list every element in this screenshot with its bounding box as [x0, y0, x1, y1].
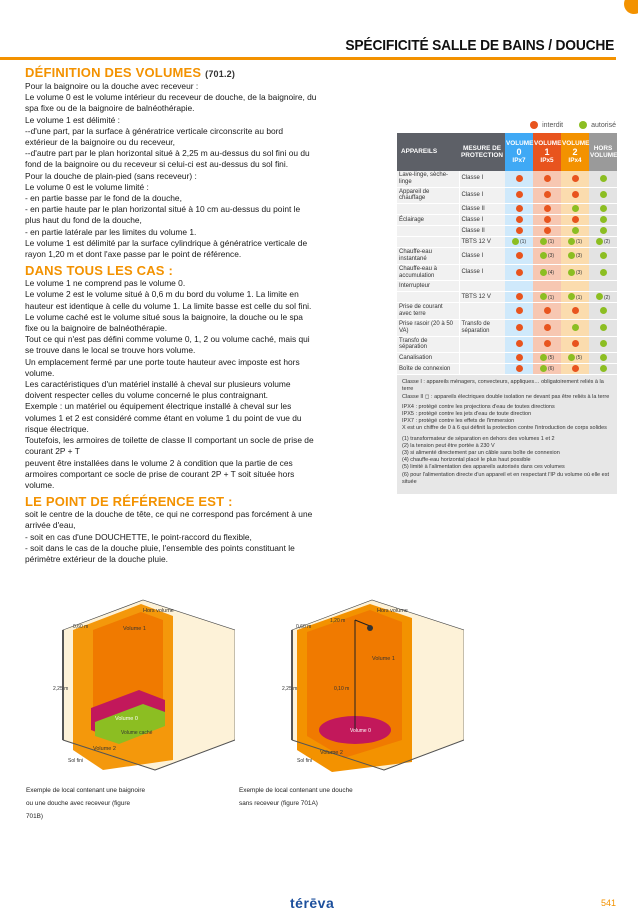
allowed-dot-icon	[600, 216, 607, 223]
cell-appareil: Appareil de chauffage	[397, 187, 459, 204]
cell-v0	[505, 292, 533, 303]
volumes-table-grid	[397, 133, 617, 375]
cell-hv	[589, 215, 617, 226]
cell-v2	[561, 364, 589, 375]
cell-v2	[561, 187, 589, 204]
fig1-label-height: 2,25 m	[53, 686, 69, 692]
fig1-label-hors-volume: Hors volume	[143, 608, 174, 614]
corner-tab	[624, 0, 638, 14]
cell-mesure: Classe I	[459, 187, 505, 204]
cell-hv	[589, 187, 617, 204]
cell-v0	[505, 264, 533, 281]
cell-v0	[505, 215, 533, 226]
cell-v0	[505, 303, 533, 320]
cell-appareil	[397, 226, 459, 237]
cell-footnote: (6)	[547, 366, 555, 373]
cell-footnote: (5)	[575, 355, 583, 362]
definition-title: DÉFINITION DES VOLUMES	[25, 65, 202, 80]
cell-appareil: Lave-linge, sèche-linge	[397, 171, 459, 187]
allowed-dot-icon	[600, 340, 607, 347]
cell-appareil: Interrupteur	[397, 281, 459, 292]
forbidden-dot-icon	[516, 227, 523, 234]
header-volume-0: VOLUME 0 IPx7	[505, 133, 533, 171]
legend-interdit: interdit	[542, 121, 564, 129]
tous-cas-text: Le volume 1 ne comprend pas le volume 0. Le volume 2 est le volume situé à 0,6 m du bord du volume 1. La limite en hauteur est identique à celle du volume 1. La limite basse est celle du sol fini. Le volume caché est le volume situé sous la baignoire, la douche ou le spa fixe ou la baignoire de balnéothérapie. Tout ce qui n'est pas défini comme volume 0, 1, 2 ou volume caché, mais qui se trouve dans le local se trouve hors volume. Un emplacement fermé par une porte toute hauteur avec imposte est hors volume. Les caractéristiques d'un matériel installé à cheval sur plusieurs volume doivent respecter celles du volume concerné le plus contraignant. Exemple : un matériel ou équipement électrique installé à cheval sur les volumes 1 et 2 est considéré comme étant en volume 1 du point de vue du risque électrique. Toutefois, les armoires de toilette de classe II comportant un socle de prise de courant 2P + T peuvent être installées dans le volume 2 à condition que la partie de ces armoires comportant ce socle de prise de courant 2P + T soit située hors volume.	[25, 278, 314, 490]
table-row	[397, 319, 617, 336]
table-body	[397, 171, 617, 375]
fig2-label-height: 2,25 m	[282, 686, 298, 692]
cell-hv	[589, 292, 617, 303]
cell-footnote: (3)	[547, 253, 555, 260]
cell-mesure: Classe II	[459, 204, 505, 215]
forbidden-dot-icon	[530, 121, 538, 129]
brand-logo: térēva	[290, 895, 335, 911]
cell-v1	[533, 353, 561, 364]
fig1-label-v0: Volume 0	[115, 716, 138, 722]
cell-appareil: Chauffe-eau instantané	[397, 248, 459, 265]
forbidden-dot-icon	[572, 191, 579, 198]
allowed-dot-icon	[600, 205, 607, 212]
cell-v2	[561, 319, 589, 336]
cell-hv	[589, 237, 617, 248]
fig1-label-v1: Volume 1	[123, 626, 146, 632]
allowed-dot-icon	[540, 269, 547, 276]
cell-footnote: (3)	[575, 253, 583, 260]
table-notes	[397, 375, 617, 494]
cell-mesure: Classe I	[459, 264, 505, 281]
forbidden-dot-icon	[544, 191, 551, 198]
note-ipx4: IPX4 : protégé contre les projections d'eau de toutes directions	[402, 403, 555, 410]
forbidden-dot-icon	[544, 324, 551, 331]
cell-appareil: Éclairage	[397, 215, 459, 226]
cell-mesure: Classe I	[459, 248, 505, 265]
cell-footnote: (3)	[575, 269, 583, 276]
cell-mesure: Classe II	[459, 226, 505, 237]
cell-mesure	[459, 364, 505, 375]
cell-v0	[505, 187, 533, 204]
allowed-dot-icon	[600, 365, 607, 372]
legend	[530, 121, 616, 129]
cell-appareil: Transfo de séparation	[397, 336, 459, 353]
cell-hv	[589, 248, 617, 265]
header-appareils: APPAREILS	[397, 133, 459, 171]
cell-appareil: Prise rasoir (20 à 50 VA)	[397, 319, 459, 336]
fig2-label-v1: Volume 1	[372, 656, 395, 662]
forbidden-dot-icon	[572, 340, 579, 347]
note-1: (1) transformateur de séparation en dehors des volumes 1 et 2	[402, 435, 555, 442]
forbidden-dot-icon	[572, 307, 579, 314]
fig2-label-hors-volume: Hors volume	[377, 608, 408, 614]
allowed-dot-icon	[568, 252, 575, 259]
cell-mesure: Transfo de séparation	[459, 319, 505, 336]
cell-v1	[533, 264, 561, 281]
allowed-dot-icon	[596, 238, 603, 245]
cell-v1	[533, 319, 561, 336]
forbidden-dot-icon	[516, 175, 523, 182]
forbidden-dot-icon	[544, 307, 551, 314]
cell-footnote: (1)	[547, 239, 555, 246]
cell-v0	[505, 171, 533, 187]
note-6: (6) pour l'alimentation directe d'un appareil et en respectant l'IP du volume où elle est située	[402, 471, 609, 485]
cell-mesure: Classe I	[459, 215, 505, 226]
cell-appareil: Chauffe-eau à accumulation	[397, 264, 459, 281]
allowed-dot-icon	[600, 269, 607, 276]
table-row	[397, 336, 617, 353]
cell-v2	[561, 248, 589, 265]
table-row	[397, 204, 617, 215]
fig1-label-sol: Sol fini	[68, 758, 84, 764]
left-text-column	[25, 66, 317, 565]
allowed-dot-icon	[572, 205, 579, 212]
table-row	[397, 171, 617, 187]
forbidden-dot-icon	[516, 324, 523, 331]
table-row	[397, 264, 617, 281]
cell-appareil: Boîte de connexion	[397, 364, 459, 375]
cell-footnote: (1)	[575, 294, 583, 301]
header-volume-1: VOLUME 1 IPx5	[533, 133, 561, 171]
header-rule	[0, 57, 616, 60]
cell-v0	[505, 336, 533, 353]
table-row	[397, 248, 617, 265]
allowed-dot-icon	[568, 269, 575, 276]
table-row	[397, 215, 617, 226]
figure-2-caption: Exemple de local contenant une douche sans receveur (figure 701A)	[239, 787, 353, 807]
cell-footnote: (1)	[519, 239, 527, 246]
fig2-label-height-2: 0,10 m	[334, 686, 350, 692]
cell-appareil	[397, 292, 459, 303]
allowed-dot-icon	[540, 238, 547, 245]
cell-v1	[533, 303, 561, 320]
cell-hv	[589, 353, 617, 364]
fig2-label-width-1: 0,60 m	[296, 624, 312, 630]
allowed-dot-icon	[540, 354, 547, 361]
cell-v2	[561, 292, 589, 303]
note-4: (4) chauffe-eau horizontal placé le plus haut possible	[402, 457, 531, 464]
section-title-reference: LE POINT DE RÉFÉRENCE EST :	[25, 494, 233, 510]
cell-v0	[505, 319, 533, 336]
allowed-dot-icon	[572, 324, 579, 331]
forbidden-dot-icon	[544, 175, 551, 182]
cell-v1	[533, 237, 561, 248]
legend-autorise: autorisé	[591, 121, 616, 129]
cell-v0	[505, 204, 533, 215]
forbidden-dot-icon	[516, 216, 523, 223]
cell-v2	[561, 215, 589, 226]
cell-footnote: (1)	[575, 239, 583, 246]
cell-v2	[561, 281, 589, 292]
cell-v0	[505, 226, 533, 237]
allowed-dot-icon	[568, 293, 575, 300]
cell-v2	[561, 237, 589, 248]
cell-hv	[589, 336, 617, 353]
allowed-dot-icon	[540, 365, 547, 372]
allowed-dot-icon	[540, 252, 547, 259]
forbidden-dot-icon	[516, 269, 523, 276]
cell-hv	[589, 264, 617, 281]
cell-v1	[533, 336, 561, 353]
cell-v2	[561, 353, 589, 364]
forbidden-dot-icon	[516, 191, 523, 198]
note-classe2: Classe II ◻ : appareils électriques double isolation ne devant pas être reliés à la terre	[402, 393, 610, 400]
cell-footnote: (4)	[547, 269, 555, 276]
allowed-dot-icon	[600, 307, 607, 314]
table-row	[397, 353, 617, 364]
forbidden-dot-icon	[572, 175, 579, 182]
cell-v1	[533, 171, 561, 187]
forbidden-dot-icon	[516, 340, 523, 347]
definition-ref: (701.2)	[205, 69, 236, 79]
reference-text: soit le centre de la douche de tête, ce qui ne correspond pas forcément à une arrivée d'eau, - soit en cas d'une DOUCHETTE, le point-raccord du flexible, - soit dans le cas de la douche pluie, l'ensemble des points constituant le périmètre extérieur de la douche pluie.	[25, 509, 313, 564]
table-row	[397, 364, 617, 375]
figure-1-caption: Exemple de local contenant une baignoire ou une douche avec receveur (figure 701B)	[26, 787, 146, 820]
cell-hv	[589, 226, 617, 237]
volumes-table	[397, 133, 617, 494]
fig1-label-vc: Volume caché	[121, 730, 153, 736]
forbidden-dot-icon	[516, 252, 523, 259]
fig1-label-v2: Volume 2	[93, 746, 116, 752]
cell-hv	[589, 204, 617, 215]
cell-v0	[505, 237, 533, 248]
fig2-label-width-2: 1,20 m	[330, 618, 346, 624]
allowed-dot-icon	[572, 227, 579, 234]
cell-v2	[561, 226, 589, 237]
cell-v1	[533, 364, 561, 375]
allowed-dot-icon	[540, 293, 547, 300]
fig2-label-v0: Volume 0	[350, 728, 371, 734]
cell-mesure	[459, 336, 505, 353]
page-header-title: SPÉCIFICITÉ SALLE DE BAINS / DOUCHE	[345, 37, 614, 54]
cell-footnote: (2)	[603, 294, 611, 301]
table-row	[397, 237, 617, 248]
cell-v2	[561, 336, 589, 353]
cell-mesure	[459, 353, 505, 364]
cell-v0	[505, 364, 533, 375]
allowed-dot-icon	[600, 191, 607, 198]
cell-hv	[589, 364, 617, 375]
cell-v1	[533, 187, 561, 204]
allowed-dot-icon	[596, 293, 603, 300]
allowed-dot-icon	[600, 175, 607, 182]
forbidden-dot-icon	[544, 340, 551, 347]
cell-mesure	[459, 281, 505, 292]
forbidden-dot-icon	[544, 205, 551, 212]
forbidden-dot-icon	[572, 365, 579, 372]
cell-mesure: TBTS 12 V	[459, 237, 505, 248]
figure-701b-bathtub	[23, 590, 235, 780]
table-row	[397, 187, 617, 204]
figure-701a-shower	[252, 590, 464, 780]
note-2: (2) la tension peut être portée à 230 V	[402, 442, 495, 449]
cell-v1	[533, 292, 561, 303]
cell-v1	[533, 226, 561, 237]
header-mesure: MESURE DE PROTECTION	[459, 133, 505, 171]
note-5: (5) limité à l'alimentation des appareils autorisés dans ces volumes	[402, 464, 565, 471]
cell-footnote: (5)	[547, 355, 555, 362]
cell-v2	[561, 171, 589, 187]
note-3: (3) si alimenté directement par un câble sans boîte de connexion	[402, 449, 560, 456]
cell-v0	[505, 353, 533, 364]
forbidden-dot-icon	[516, 293, 523, 300]
forbidden-dot-icon	[516, 205, 523, 212]
table-row	[397, 281, 617, 292]
cell-mesure: TBTS 12 V	[459, 292, 505, 303]
table-row	[397, 226, 617, 237]
cell-appareil: Canalisation	[397, 353, 459, 364]
forbidden-dot-icon	[544, 227, 551, 234]
forbidden-dot-icon	[572, 216, 579, 223]
note-x: X est un chiffre de 0 à 6 qui définit la protection contre l'introduction de corps solides	[402, 425, 607, 432]
definition-text: Pour la baignoire ou la douche avec receveur : Le volume 0 est le volume intérieur du receveur de douche, de la baignoire, du spa fixe ou de la baignoire de balnéothérapie. Le volume 1 est délimité : --d'une part, par la surface à génératrice verticale circonscrite au bord extérieur de la baignoire ou du receveur, --d'autre part par le plan horizontal situé à 2,25 m au-dessus du sol fini ou du fond de la baignoire ou du receveur si celui-ci est au-dessus du sol fini. Pour la douche de plain-pied (sans receveur) : Le volume 0 est le volume limité : - en partie basse par le fond de la douche, - en partie haute par le plan horizontal situé à 10 cm au-dessus du point le plus haut du fond de la douche, - en partie latérale par les limites du volume 1. Le volume 1 est délimité par la surface cylindrique à génératrice verticale de rayon 1,20 m et dont l'axe passe par le point de référence.	[25, 81, 317, 260]
allowed-dot-icon	[568, 354, 575, 361]
cell-appareil: Prise de courant avec terre	[397, 303, 459, 320]
forbidden-dot-icon	[516, 354, 523, 361]
cell-v1	[533, 281, 561, 292]
section-title-definition	[25, 66, 317, 81]
header-volume-2: VOLUME 2 IPx4	[561, 133, 589, 171]
cell-v2	[561, 303, 589, 320]
allowed-dot-icon	[512, 238, 519, 245]
allowed-dot-icon	[579, 121, 587, 129]
note-classe1: Classe I : appareils ménagers, convecteurs, appliques… obligatoirement reliés à la terre	[402, 379, 604, 393]
allowed-dot-icon	[568, 238, 575, 245]
cell-hv	[589, 171, 617, 187]
forbidden-dot-icon	[516, 365, 523, 372]
forbidden-dot-icon	[516, 307, 523, 314]
cell-v1	[533, 215, 561, 226]
table-row	[397, 303, 617, 320]
page-number: 541	[600, 898, 616, 908]
cell-v2	[561, 204, 589, 215]
allowed-dot-icon	[600, 227, 607, 234]
cell-appareil	[397, 204, 459, 215]
cell-hv	[589, 303, 617, 320]
note-ipx5: IPX5 : protégé contre les jets d'eau de toute direction	[402, 410, 532, 417]
table-row	[397, 292, 617, 303]
section-title-tous-cas: DANS TOUS LES CAS :	[25, 263, 174, 279]
cell-appareil	[397, 237, 459, 248]
allowed-dot-icon	[600, 354, 607, 361]
fig2-label-v2: Volume 2	[320, 750, 343, 756]
allowed-dot-icon	[600, 324, 607, 331]
cell-mesure: Classe I	[459, 171, 505, 187]
note-ipx7: IPX7 : protégé contre les effets de l'immersion	[402, 418, 515, 425]
cell-footnote: (1)	[547, 294, 555, 301]
allowed-dot-icon	[600, 252, 607, 259]
cell-mesure	[459, 303, 505, 320]
cell-v0	[505, 248, 533, 265]
cell-v1	[533, 248, 561, 265]
cell-footnote: (2)	[603, 239, 611, 246]
cell-v2	[561, 264, 589, 281]
fig1-label-width: 0,60 m	[73, 624, 89, 630]
cell-hv	[589, 281, 617, 292]
cell-v0	[505, 281, 533, 292]
header-hors-volume: HORS VOLUME	[589, 133, 617, 171]
cell-v1	[533, 204, 561, 215]
cell-hv	[589, 319, 617, 336]
forbidden-dot-icon	[544, 216, 551, 223]
fig2-label-sol: Sol fini	[297, 758, 313, 764]
